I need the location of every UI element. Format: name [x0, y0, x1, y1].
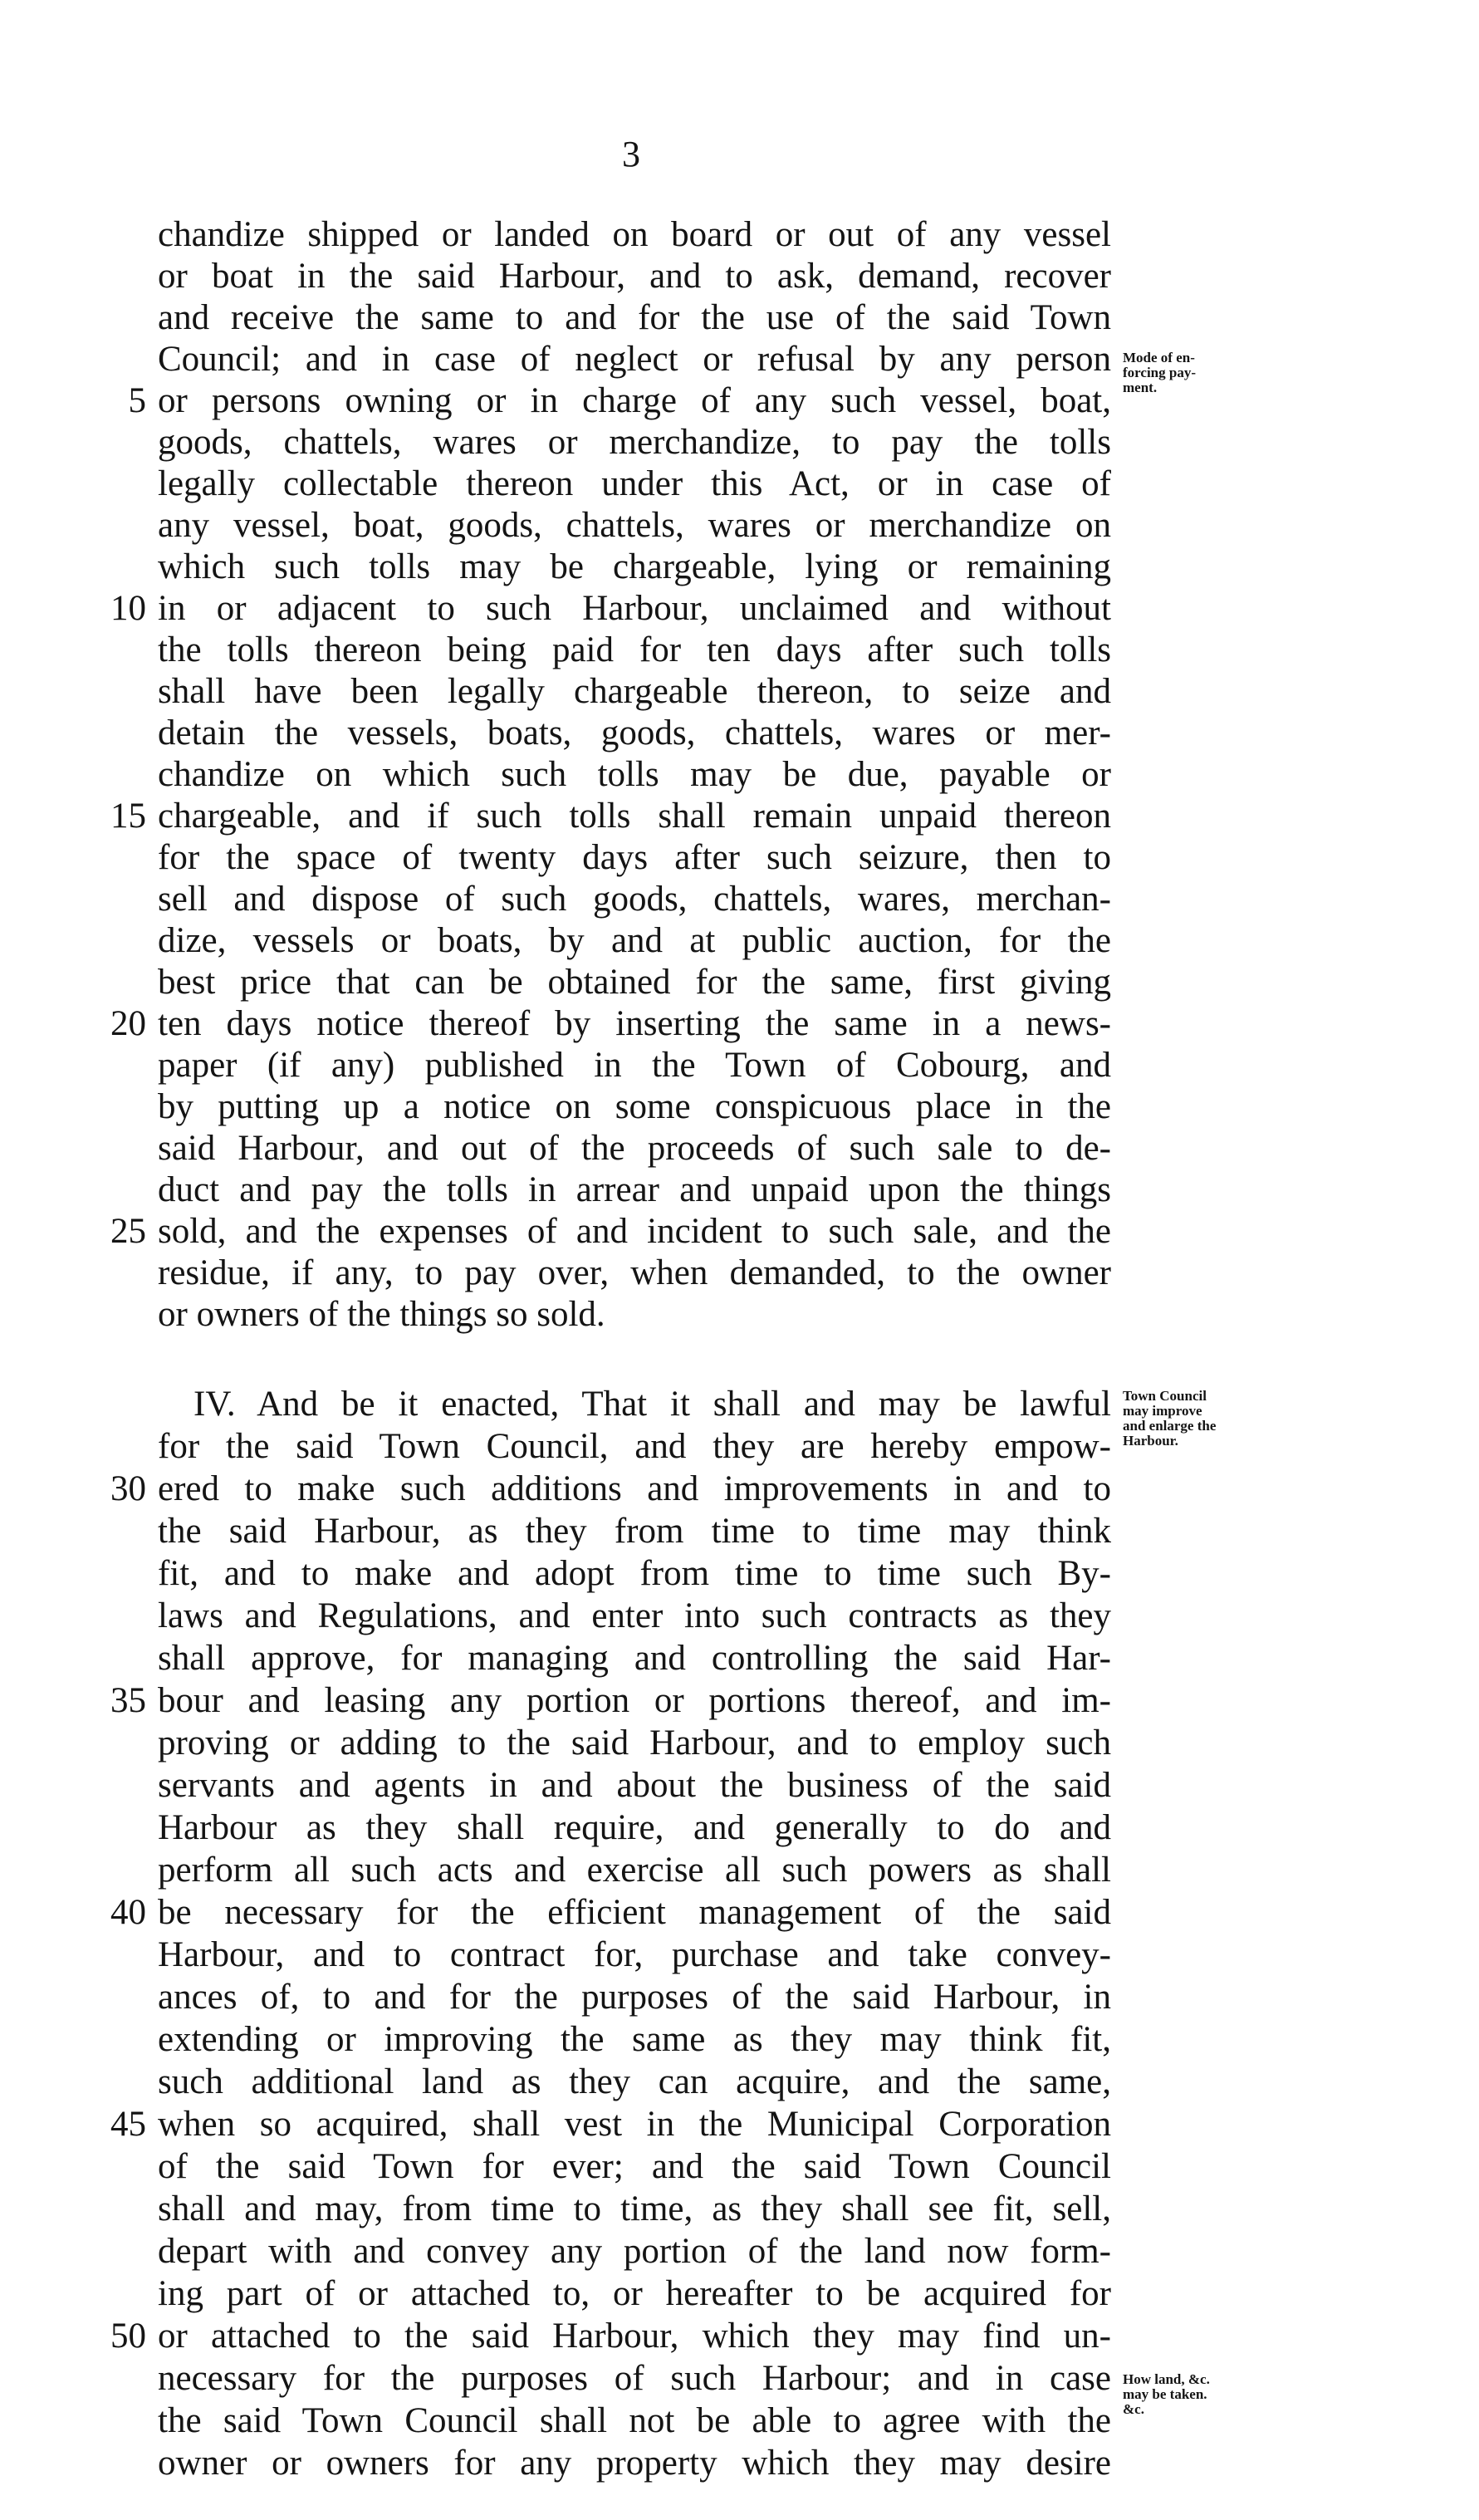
section-heading-line: IV. And be it enacted, That it shall and may be lawful: [193, 1385, 1111, 1424]
line-number: 5: [128, 381, 146, 420]
text-line: depart with and convey any portion of the land now form-: [158, 2232, 1111, 2271]
margin-note-mode-of-enforcing-payment: [1123, 351, 1330, 395]
text-line: and receive the same to and for the use of the said Town: [158, 298, 1111, 337]
text-line: for the space of twenty days after such seizure, then to: [158, 838, 1111, 877]
text-line: laws and Regulations, and enter into such contracts as they: [158, 1596, 1111, 1635]
margin-note-line: may improve: [1123, 1403, 1202, 1419]
text-line: perform all such acts and exercise all such powers as shall: [158, 1851, 1111, 1890]
text-line: such additional land as they can acquire, and the same,: [158, 2062, 1111, 2101]
line-number: 50: [110, 2317, 146, 2356]
text-line: residue, if any, to pay over, when demanded, to the owner: [158, 1253, 1111, 1292]
text-line: ing part of or attached to, or hereafter to be acquired for: [158, 2274, 1111, 2313]
text-line: of the said Town for ever; and the said Town Council: [158, 2147, 1111, 2186]
text-line: by putting up a notice on some conspicuous place in the: [158, 1087, 1111, 1126]
text-line: which such tolls may be chargeable, lying or remaining: [158, 547, 1111, 586]
margin-note-line: How land, &c.: [1123, 2371, 1210, 2387]
margin-note-town-council-may-improve: [1123, 1389, 1330, 1449]
text-line: Harbour, and to contract for, purchase and take convey-: [158, 1935, 1111, 1974]
page-number: 3: [622, 134, 640, 174]
text-line: chargeable, and if such tolls shall remain unpaid thereon: [158, 797, 1111, 836]
margin-note-line: &c.: [1123, 2401, 1144, 2417]
text-line: shall approve, for managing and controlling the said Har-: [158, 1639, 1111, 1678]
text-line: duct and pay the tolls in arrear and unpaid upon the things: [158, 1170, 1111, 1209]
text-line: extending or improving the same as they may think fit,: [158, 2020, 1111, 2059]
text-line: shall have been legally chargeable thereon, to seize and: [158, 672, 1111, 711]
margin-note-line: and enlarge the: [1123, 1418, 1217, 1434]
text-line: for the said Town Council, and they are hereby empow-: [158, 1427, 1111, 1466]
text-line: when so acquired, shall vest in the Municipal Corporation: [158, 2105, 1111, 2144]
text-line: or owners of the things so sold.: [158, 1295, 605, 1334]
text-line: the tolls thereon being paid for ten days after such tolls: [158, 630, 1111, 669]
text-line: chandize shipped or landed on board or out of any vessel: [158, 215, 1111, 254]
text-line: said Harbour, and out of the proceeds of such sale to de-: [158, 1129, 1111, 1168]
text-line: best price that can be obtained for the same, first giving: [158, 963, 1111, 1002]
text-line: dize, vessels or boats, by and at public auction, for the: [158, 921, 1111, 960]
text-line: sell and dispose of such goods, chattels, wares, merchan-: [158, 880, 1111, 919]
text-line: the said Town Council shall not be able to agree with the: [158, 2401, 1111, 2440]
line-number: 20: [110, 1004, 146, 1043]
line-number: 40: [110, 1893, 146, 1932]
text-line: sold, and the expenses of and incident to such sale, and the: [158, 1212, 1111, 1251]
text-line: legally collectable thereon under this Act, or in case of: [158, 464, 1111, 503]
text-line: bour and leasing any portion or portions thereof, and im-: [158, 1681, 1111, 1720]
text-line: Council; and in case of neglect or refusal by any person: [158, 340, 1111, 379]
text-line: proving or adding to the said Harbour, and to employ such: [158, 1723, 1111, 1763]
line-number: 35: [110, 1681, 146, 1720]
text-line: ered to make such additions and improvements in and to: [158, 1469, 1111, 1508]
text-line: or attached to the said Harbour, which they may find un-: [158, 2317, 1111, 2356]
text-line: paper (if any) published in the Town of Cobourg, and: [158, 1046, 1111, 1085]
text-line: servants and agents in and about the business of the said: [158, 1766, 1111, 1805]
line-number: 25: [110, 1212, 146, 1251]
line-number: 30: [110, 1469, 146, 1508]
text-line: chandize on which such tolls may be due, payable or: [158, 755, 1111, 794]
margin-note-line: forcing pay-: [1123, 365, 1196, 380]
text-line: Harbour as they shall require, and generally to do and: [158, 1808, 1111, 1847]
text-line: any vessel, boat, goods, chattels, wares or merchandize on: [158, 506, 1111, 545]
margin-note-line: ment.: [1123, 380, 1158, 395]
text-line: fit, and to make and adopt from time to time such By-: [158, 1554, 1111, 1593]
line-number: 15: [110, 797, 146, 836]
margin-note-line: Town Council: [1123, 1388, 1207, 1404]
margin-note-line: Harbour.: [1123, 1433, 1178, 1449]
margin-note-how-land-may-be-taken: [1123, 2372, 1330, 2417]
text-line: or boat in the said Harbour, and to ask, demand, recover: [158, 257, 1111, 296]
text-line: ances of, to and for the purposes of the said Harbour, in: [158, 1978, 1111, 2017]
line-number: 45: [110, 2105, 146, 2144]
text-line: detain the vessels, boats, goods, chattels, wares or mer-: [158, 713, 1111, 753]
text-line: necessary for the purposes of such Harbour; and in case: [158, 2359, 1111, 2398]
margin-note-line: may be taken.: [1123, 2386, 1207, 2402]
line-number: 10: [110, 589, 146, 628]
text-line: ten days notice thereof by inserting the same in a news-: [158, 1004, 1111, 1043]
text-line: be necessary for the efficient management of the said: [158, 1893, 1111, 1932]
margin-note-line: Mode of en-: [1123, 350, 1195, 365]
text-line: in or adjacent to such Harbour, unclaimed and without: [158, 589, 1111, 628]
text-line: goods, chattels, wares or merchandize, to pay the tolls: [158, 423, 1111, 462]
text-line: owner or owners for any property which they may desire: [158, 2444, 1111, 2483]
text-line: the said Harbour, as they from time to time may think: [158, 1512, 1111, 1551]
text-line: or persons owning or in charge of any such vessel, boat,: [158, 381, 1111, 420]
text-line: shall and may, from time to time, as they shall see fit, sell,: [158, 2189, 1111, 2228]
